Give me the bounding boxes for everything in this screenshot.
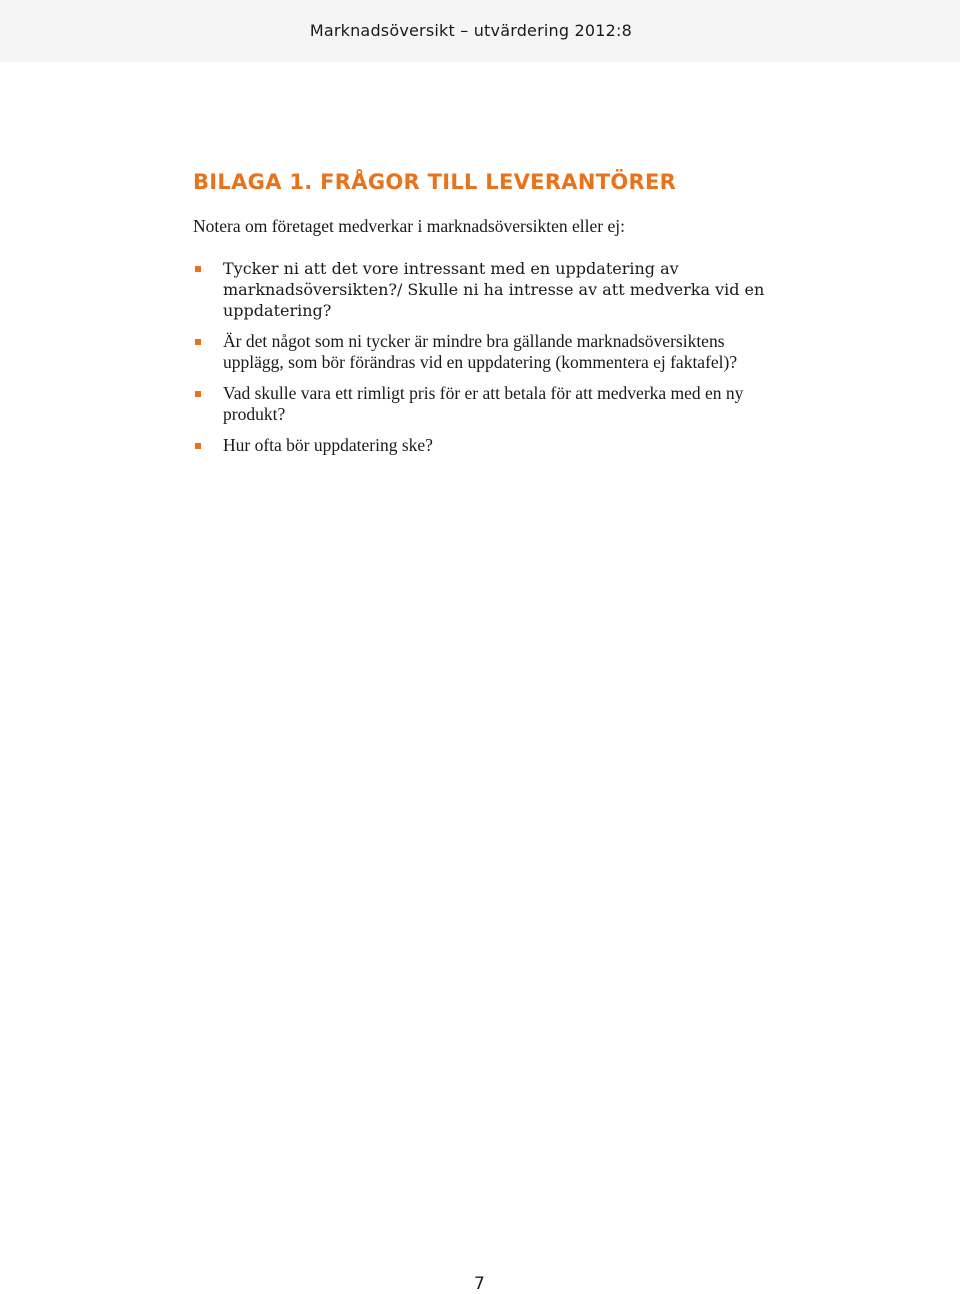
square-bullet-icon <box>195 443 201 449</box>
question-list <box>193 258 773 466</box>
intro-text: Notera om företaget medverkar i marknadsöversikten eller ej: <box>193 216 625 236</box>
square-bullet-icon <box>195 339 201 345</box>
list-item <box>193 331 773 373</box>
section-heading: BILAGA 1. FRÅGOR TILL LEVERANTÖRER <box>193 170 677 194</box>
square-bullet-icon <box>195 391 201 397</box>
list-item <box>193 258 773 321</box>
page-number: 7 <box>474 1274 485 1294</box>
page-header-band <box>0 0 960 62</box>
list-item <box>193 435 773 456</box>
list-item <box>193 383 773 425</box>
question-text: Tycker ni att det vore intressant med en uppdatering av marknadsöversikten?/ Skulle ni ha intresse av att medverka vid en uppdatering? <box>223 259 765 320</box>
question-text: Är det något som ni tycker är mindre bra gällande marknadsöversiktens upplägg, som bör förändras vid en uppdatering (kommentera ej faktafel)? <box>223 331 738 372</box>
square-bullet-icon <box>195 266 201 272</box>
running-header-title: Marknadsöversikt – utvärdering 2012:8 <box>309 21 632 40</box>
question-text: Hur ofta bör uppdatering ske? <box>223 435 433 455</box>
question-text: Vad skulle vara ett rimligt pris för er att betala för att medverka med en ny produkt? <box>223 383 744 424</box>
